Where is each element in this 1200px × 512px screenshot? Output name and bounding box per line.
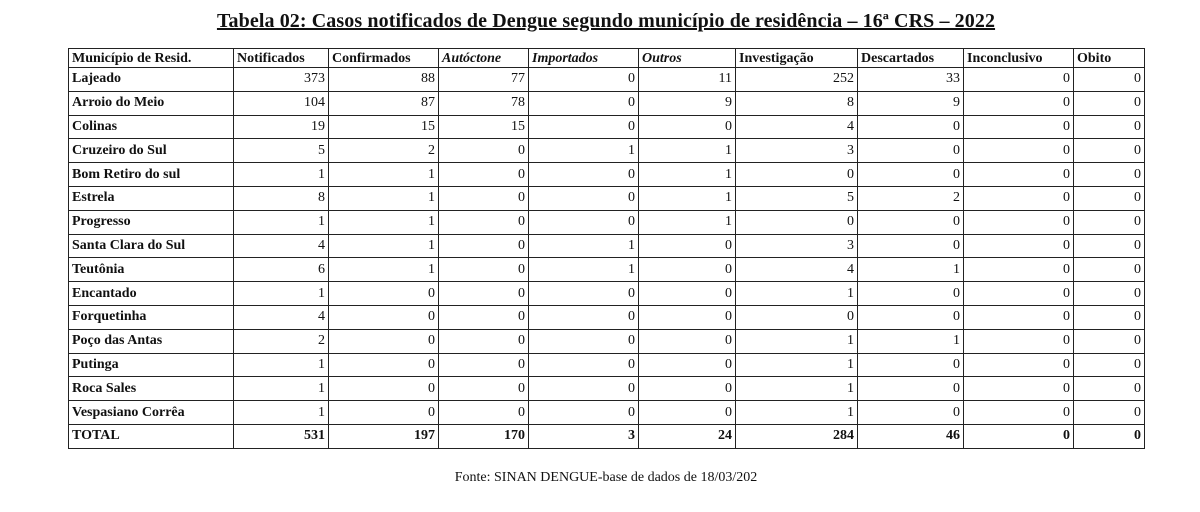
municipio-name: Progresso — [69, 210, 234, 234]
table-cell: 9 — [639, 91, 736, 115]
column-header-notificados: Notificados — [234, 49, 329, 68]
table-cell: 0 — [858, 139, 964, 163]
table-cell: 77 — [439, 68, 529, 92]
table-cell: 1 — [529, 258, 639, 282]
column-header-inconclusivo: Inconclusivo — [964, 49, 1074, 68]
table-cell: 4 — [736, 258, 858, 282]
table-cell: 0 — [639, 282, 736, 306]
table-cell: 5 — [234, 139, 329, 163]
municipio-name: Vespasiano Corrêa — [69, 401, 234, 425]
table-cell: 0 — [1074, 353, 1145, 377]
municipio-name: Santa Clara do Sul — [69, 234, 234, 258]
table-row — [69, 115, 1145, 139]
municipio-name: Poço das Antas — [69, 329, 234, 353]
table-cell: 0 — [439, 401, 529, 425]
table-cell: 0 — [1074, 139, 1145, 163]
column-header-obito: Obito — [1074, 49, 1145, 68]
table-cell: 197 — [329, 424, 439, 448]
table-cell: 24 — [639, 424, 736, 448]
table-cell: 0 — [439, 305, 529, 329]
table-cell: 0 — [639, 329, 736, 353]
table-cell: 1 — [234, 377, 329, 401]
table-cell: 284 — [736, 424, 858, 448]
table-cell: 0 — [439, 329, 529, 353]
table-cell: 0 — [964, 91, 1074, 115]
table-cell: 0 — [529, 163, 639, 187]
table-total-row — [69, 424, 1145, 448]
table-cell: 1 — [234, 401, 329, 425]
table-cell: 0 — [439, 210, 529, 234]
table-cell: 0 — [639, 401, 736, 425]
table-cell: 0 — [964, 377, 1074, 401]
table-cell: 0 — [439, 186, 529, 210]
table-row — [69, 329, 1145, 353]
table-cell: 0 — [639, 115, 736, 139]
table-cell: 9 — [858, 91, 964, 115]
table-row — [69, 210, 1145, 234]
table-row — [69, 186, 1145, 210]
table-cell: 0 — [1074, 210, 1145, 234]
table-cell: 0 — [964, 139, 1074, 163]
table-cell: 1 — [234, 353, 329, 377]
table-cell: 33 — [858, 68, 964, 92]
column-header-municipio: Município de Resid. — [69, 49, 234, 68]
municipio-name: Arroio do Meio — [69, 91, 234, 115]
table-cell: 0 — [1074, 258, 1145, 282]
table-cell: 0 — [639, 258, 736, 282]
table-cell: 0 — [1074, 68, 1145, 92]
table-cell: 0 — [964, 282, 1074, 306]
table-cell: 0 — [964, 424, 1074, 448]
table-cell: 0 — [529, 377, 639, 401]
table-cell: 0 — [964, 353, 1074, 377]
table-cell: 1 — [329, 234, 439, 258]
table-row — [69, 258, 1145, 282]
table-cell: 1 — [736, 401, 858, 425]
table-cell: 8 — [234, 186, 329, 210]
table-cell: 0 — [736, 210, 858, 234]
table-cell: 0 — [329, 282, 439, 306]
column-header-descartados: Descartados — [858, 49, 964, 68]
table-cell: 0 — [1074, 377, 1145, 401]
table-cell: 46 — [858, 424, 964, 448]
table-cell: 0 — [964, 186, 1074, 210]
table-cell: 0 — [639, 305, 736, 329]
table-cell: 1 — [736, 377, 858, 401]
table-cell: 3 — [529, 424, 639, 448]
municipio-name: Teutônia — [69, 258, 234, 282]
table-cell: 0 — [858, 401, 964, 425]
table-cell: 88 — [329, 68, 439, 92]
table-cell: 0 — [439, 353, 529, 377]
table-header-row — [69, 49, 1145, 68]
table-cell: 0 — [1074, 401, 1145, 425]
municipio-name: Roca Sales — [69, 377, 234, 401]
table-cell: 1 — [529, 234, 639, 258]
table-cell: 0 — [329, 305, 439, 329]
table-cell: 78 — [439, 91, 529, 115]
table-cell: 0 — [529, 115, 639, 139]
table-cell: 0 — [858, 305, 964, 329]
table-row — [69, 401, 1145, 425]
table-cell: 0 — [529, 186, 639, 210]
table-cell: 1 — [639, 210, 736, 234]
table-cell: 15 — [439, 115, 529, 139]
table-cell: 0 — [329, 401, 439, 425]
source-note: Fonte: SINAN DENGUE-base de dados de 18/03/202 — [454, 470, 758, 485]
table-cell: 8 — [736, 91, 858, 115]
table-cell: 0 — [639, 377, 736, 401]
table-cell: 0 — [858, 353, 964, 377]
table-cell: 0 — [964, 68, 1074, 92]
table-cell: 0 — [964, 234, 1074, 258]
table-cell: 0 — [1074, 305, 1145, 329]
table-cell: 1 — [736, 329, 858, 353]
municipio-name: Putinga — [69, 353, 234, 377]
municipio-name: Forquetinha — [69, 305, 234, 329]
table-cell: 170 — [439, 424, 529, 448]
table-cell: 0 — [439, 377, 529, 401]
table-cell: 6 — [234, 258, 329, 282]
table-cell: 2 — [329, 139, 439, 163]
table-cell: 0 — [1074, 163, 1145, 187]
table-cell: 0 — [529, 305, 639, 329]
table-row — [69, 91, 1145, 115]
table-cell: 5 — [736, 186, 858, 210]
table-cell: 11 — [639, 68, 736, 92]
table-cell: 2 — [858, 186, 964, 210]
table-cell: 4 — [234, 305, 329, 329]
table-cell: 1 — [329, 163, 439, 187]
table-cell: 3 — [736, 139, 858, 163]
table-cell: 0 — [1074, 234, 1145, 258]
table-cell: 0 — [639, 353, 736, 377]
table-cell: 1 — [639, 139, 736, 163]
table-cell: 0 — [529, 401, 639, 425]
table-cell: 0 — [329, 329, 439, 353]
table-cell: 1 — [529, 139, 639, 163]
table-cell: 0 — [1074, 424, 1145, 448]
municipio-name: Estrela — [69, 186, 234, 210]
table-cell: 1 — [234, 210, 329, 234]
table-row — [69, 68, 1145, 92]
table-cell: 0 — [439, 282, 529, 306]
dengue-cases-table — [68, 48, 1145, 449]
municipio-name: Lajeado — [69, 68, 234, 92]
table-cell: 0 — [858, 234, 964, 258]
table-cell: 0 — [529, 210, 639, 234]
table-cell: 0 — [1074, 186, 1145, 210]
table-cell: 0 — [964, 115, 1074, 139]
table-cell: 0 — [439, 163, 529, 187]
table-cell: 0 — [529, 282, 639, 306]
table-cell: 15 — [329, 115, 439, 139]
municipio-name: Encantado — [69, 282, 234, 306]
table-cell: 0 — [529, 68, 639, 92]
table-cell: 0 — [529, 329, 639, 353]
table-cell: 0 — [858, 163, 964, 187]
table-cell: 4 — [736, 115, 858, 139]
table-cell: 87 — [329, 91, 439, 115]
table-cell: 373 — [234, 68, 329, 92]
table-cell: 0 — [964, 163, 1074, 187]
table-row — [69, 139, 1145, 163]
table-cell: 0 — [329, 353, 439, 377]
table-cell: 1 — [736, 353, 858, 377]
table-row — [69, 234, 1145, 258]
total-label: TOTAL — [69, 424, 234, 448]
column-header-outros: Outros — [639, 49, 736, 68]
table-cell: 2 — [234, 329, 329, 353]
table-cell: 1 — [329, 258, 439, 282]
table-cell: 0 — [858, 210, 964, 234]
table-cell: 252 — [736, 68, 858, 92]
column-header-confirmados: Confirmados — [329, 49, 439, 68]
table-cell: 0 — [439, 139, 529, 163]
municipio-name: Colinas — [69, 115, 234, 139]
table-cell: 0 — [529, 91, 639, 115]
column-header-investigacao: Investigação — [736, 49, 858, 68]
table-cell: 0 — [964, 305, 1074, 329]
table-cell: 0 — [736, 305, 858, 329]
municipio-name: Cruzeiro do Sul — [69, 139, 234, 163]
table-cell: 0 — [1074, 115, 1145, 139]
table-cell: 0 — [964, 329, 1074, 353]
table-cell: 19 — [234, 115, 329, 139]
table-cell: 0 — [736, 163, 858, 187]
table-title: Tabela 02: Casos notificados de Dengue segundo município de residência – 16ª CRS – 2022 — [216, 10, 996, 32]
table-cell: 0 — [1074, 91, 1145, 115]
table-cell: 1 — [639, 186, 736, 210]
table-cell: 1 — [234, 282, 329, 306]
table-cell: 0 — [329, 377, 439, 401]
table-cell: 0 — [1074, 329, 1145, 353]
table-cell: 1 — [234, 163, 329, 187]
table-cell: 0 — [439, 258, 529, 282]
table-cell: 0 — [964, 401, 1074, 425]
column-header-importados: Importados — [529, 49, 639, 68]
table-cell: 1 — [329, 210, 439, 234]
table-cell: 0 — [1074, 282, 1145, 306]
table-body — [69, 68, 1145, 449]
table-cell: 4 — [234, 234, 329, 258]
table-cell: 0 — [964, 258, 1074, 282]
table-cell: 0 — [439, 234, 529, 258]
table-row — [69, 305, 1145, 329]
table-cell: 3 — [736, 234, 858, 258]
table-row — [69, 282, 1145, 306]
table-cell: 0 — [858, 115, 964, 139]
table-cell: 1 — [329, 186, 439, 210]
table-row — [69, 353, 1145, 377]
table-cell: 0 — [529, 353, 639, 377]
table-row — [69, 163, 1145, 187]
table-row — [69, 377, 1145, 401]
table-cell: 104 — [234, 91, 329, 115]
table-cell: 1 — [736, 282, 858, 306]
municipio-name: Bom Retiro do sul — [69, 163, 234, 187]
table-cell: 1 — [858, 329, 964, 353]
table-cell: 0 — [858, 377, 964, 401]
table-cell: 0 — [639, 234, 736, 258]
table-cell: 0 — [964, 210, 1074, 234]
table-cell: 1 — [858, 258, 964, 282]
table-cell: 1 — [639, 163, 736, 187]
table-cell: 0 — [858, 282, 964, 306]
table-cell: 531 — [234, 424, 329, 448]
column-header-autoctone: Autóctone — [439, 49, 529, 68]
